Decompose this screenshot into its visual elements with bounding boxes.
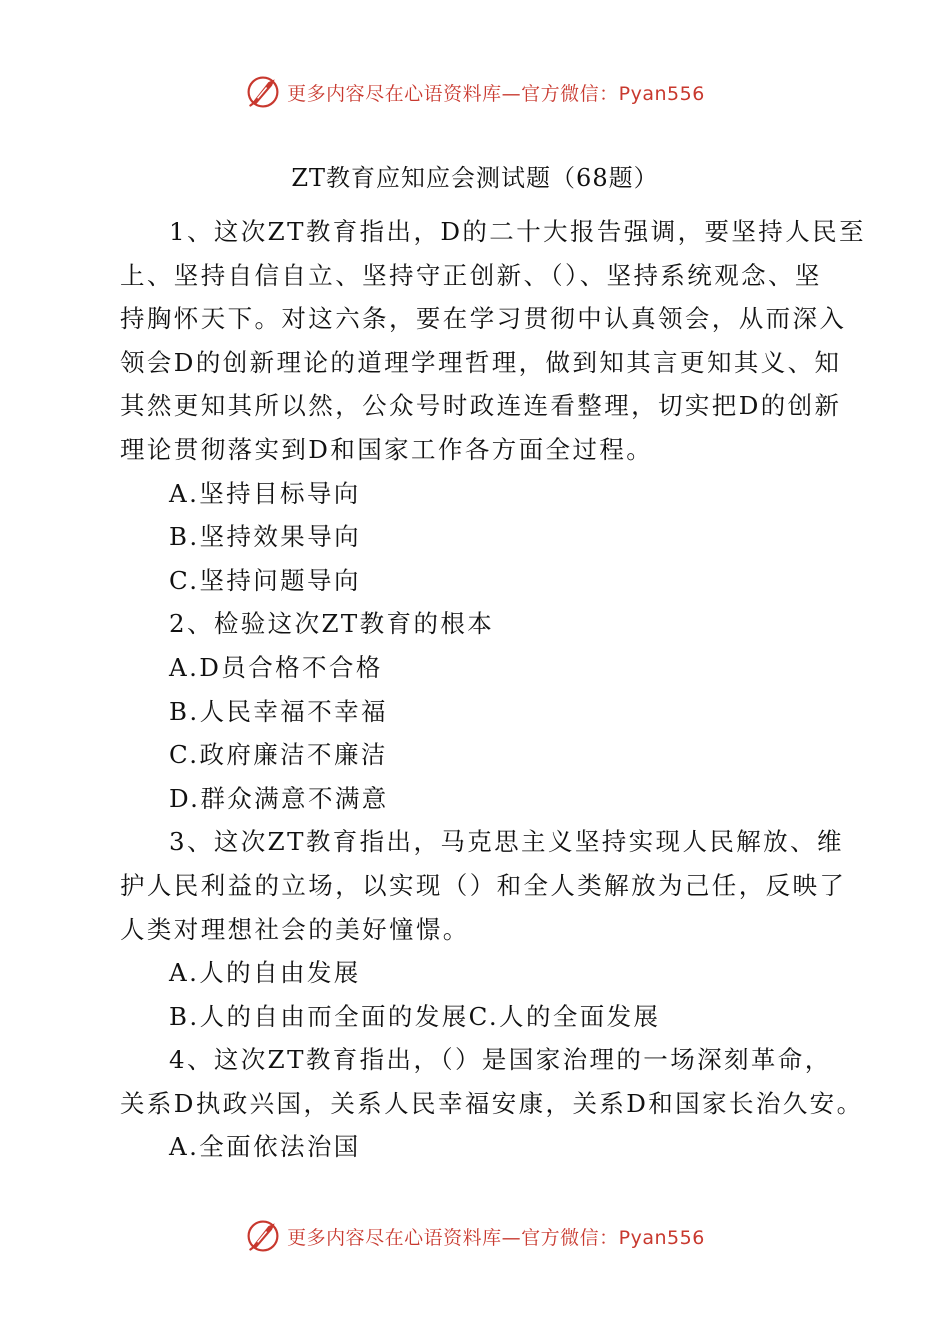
text-line: A.坚持目标导向 bbox=[169, 478, 361, 508]
answer-option bbox=[120, 1125, 832, 1169]
text-line: 4、这次ZT教育指出，（）是国家治理的一场深刻革命， bbox=[169, 1045, 832, 1075]
text-line: B.人民幸福不幸福 bbox=[169, 696, 388, 726]
answer-option bbox=[120, 559, 832, 603]
text-line: 上、坚持自信自立、坚持守正创新、（）、坚持系统观念、坚 bbox=[120, 260, 822, 290]
text-line: C.坚持问题导向 bbox=[169, 565, 361, 595]
answer-option bbox=[120, 646, 832, 690]
text-line: 关系D执政兴国，关系人民幸福安康，关系D和国家长治久安。 bbox=[120, 1088, 864, 1118]
question-paragraph bbox=[120, 210, 866, 472]
text-line: 理论贯彻落实到D和国家工作各方面全过程。 bbox=[120, 434, 654, 464]
text-line: B.坚持效果导向 bbox=[169, 522, 361, 552]
text-line: 2、检验这次ZT教育的根本 bbox=[169, 609, 495, 639]
question-paragraph bbox=[120, 820, 847, 951]
answer-option bbox=[120, 733, 832, 777]
text-line: 3、这次ZT教育指出，马克思主义坚持实现人民解放、维 bbox=[169, 827, 844, 857]
question-paragraph bbox=[120, 1038, 864, 1125]
text-line: B.人的自由而全面的发展C.人的全面发展 bbox=[169, 1001, 661, 1031]
answer-option bbox=[120, 777, 832, 821]
answer-option bbox=[120, 951, 832, 995]
document-title: ZT教育应知应会测试题（68题） bbox=[291, 164, 659, 192]
text-line: A.全面依法治国 bbox=[169, 1132, 361, 1162]
text-line: A.人的自由发展 bbox=[169, 958, 361, 988]
answer-option bbox=[120, 515, 832, 559]
banner-text: 更多内容尽在心语资料库—官方微信：Pyan556 bbox=[287, 1226, 705, 1249]
text-line: C.政府廉洁不廉洁 bbox=[169, 740, 388, 770]
footer-banner bbox=[0, 1214, 950, 1258]
text-line: 领会D的创新理论的道理学理哲理，做到知其言更知其义、知 bbox=[120, 347, 842, 377]
quill-pen-logo-icon bbox=[245, 1218, 281, 1254]
answer-option bbox=[120, 995, 832, 1039]
banner-text: 更多内容尽在心语资料库—官方微信：Pyan556 bbox=[287, 82, 705, 105]
text-line: A.D员合格不合格 bbox=[169, 652, 383, 682]
text-line: D.群众满意不满意 bbox=[169, 783, 389, 813]
document-body bbox=[120, 210, 866, 1169]
answer-option bbox=[120, 472, 832, 516]
text-line: 1、这次ZT教育指出，D的二十大报告强调，要坚持人民至 bbox=[169, 217, 866, 246]
text-line: 持胸怀天下。对这六条，要在学习贯彻中认真领会，从而深入 bbox=[120, 304, 847, 334]
text-line: 护人民利益的立场，以实现（）和全人类解放为己任，反映了 bbox=[120, 870, 847, 900]
question-paragraph bbox=[120, 602, 832, 646]
text-line: 其然更知其所以然，公众号时政连连看整理，切实把D的创新 bbox=[120, 391, 842, 421]
text-line: 人类对理想社会的美好憧憬。 bbox=[120, 914, 470, 944]
answer-option bbox=[120, 690, 832, 734]
quill-pen-logo-icon bbox=[245, 74, 281, 110]
header-banner bbox=[0, 70, 950, 114]
